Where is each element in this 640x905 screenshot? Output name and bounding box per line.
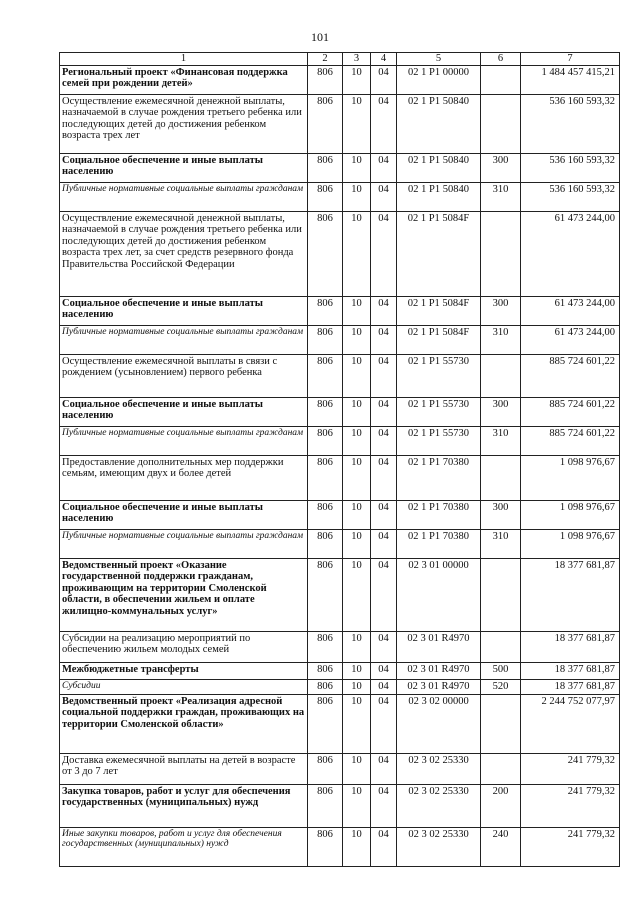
row-name: Публичные нормативные социальные выплаты гражданам	[60, 182, 308, 211]
ministry-code: 806	[308, 182, 343, 211]
ministry-code: 806	[308, 455, 343, 500]
amount: 18 377 681,87	[521, 679, 620, 694]
target-article-code: 02 3 01 00000	[397, 558, 481, 631]
ministry-code: 806	[308, 426, 343, 455]
table-row	[60, 397, 620, 426]
subsection-code: 04	[371, 397, 397, 426]
section-code: 10	[343, 558, 371, 631]
ministry-code: 806	[308, 500, 343, 529]
ministry-code: 806	[308, 662, 343, 679]
section-code: 10	[343, 662, 371, 679]
amount: 61 473 244,00	[521, 325, 620, 354]
subsection-code: 04	[371, 679, 397, 694]
section-code: 10	[343, 325, 371, 354]
target-article-code: 02 3 02 25330	[397, 827, 481, 866]
subsection-code: 04	[371, 354, 397, 397]
subsection-code: 04	[371, 153, 397, 182]
table-row	[60, 631, 620, 662]
row-name: Социальное обеспечение и иные выплаты населению	[60, 296, 308, 325]
ministry-code: 806	[308, 558, 343, 631]
amount: 18 377 681,87	[521, 631, 620, 662]
table-row	[60, 662, 620, 679]
target-article-code: 02 3 01 R4970	[397, 662, 481, 679]
section-code: 10	[343, 827, 371, 866]
row-name: Региональный проект «Финансовая поддержка семей при рождении детей»	[60, 65, 308, 94]
target-article-code: 02 1 Р1 5084F	[397, 325, 481, 354]
section-code: 10	[343, 694, 371, 753]
section-code: 10	[343, 296, 371, 325]
table-row	[60, 211, 620, 296]
table-row	[60, 679, 620, 694]
ministry-code: 806	[308, 827, 343, 866]
target-article-code: 02 1 Р1 00000	[397, 65, 481, 94]
subsection-code: 04	[371, 694, 397, 753]
table-row	[60, 694, 620, 753]
target-article-code: 02 1 Р1 50840	[397, 94, 481, 153]
ministry-code: 806	[308, 354, 343, 397]
amount: 18 377 681,87	[521, 662, 620, 679]
section-code: 10	[343, 397, 371, 426]
subsection-code: 04	[371, 784, 397, 827]
subsection-code: 04	[371, 753, 397, 784]
target-article-code: 02 3 01 R4970	[397, 631, 481, 662]
section-code: 10	[343, 426, 371, 455]
row-name: Субсидии	[60, 679, 308, 694]
subsection-code: 04	[371, 325, 397, 354]
table-row	[60, 296, 620, 325]
expense-type-code: 300	[481, 397, 521, 426]
subsection-code: 04	[371, 94, 397, 153]
column-header: 3	[343, 53, 371, 66]
target-article-code: 02 3 01 R4970	[397, 679, 481, 694]
column-header: 5	[397, 53, 481, 66]
ministry-code: 806	[308, 94, 343, 153]
section-code: 10	[343, 529, 371, 558]
expense-type-code	[481, 558, 521, 631]
target-article-code: 02 3 02 00000	[397, 694, 481, 753]
ministry-code: 806	[308, 631, 343, 662]
expense-type-code: 200	[481, 784, 521, 827]
expense-type-code: 300	[481, 296, 521, 325]
table-row	[60, 94, 620, 153]
subsection-code: 04	[371, 662, 397, 679]
budget-table	[59, 52, 620, 867]
section-code: 10	[343, 631, 371, 662]
row-name: Социальное обеспечение и иные выплаты населению	[60, 153, 308, 182]
expense-type-code	[481, 694, 521, 753]
amount: 1 098 976,67	[521, 455, 620, 500]
section-code: 10	[343, 500, 371, 529]
subsection-code: 04	[371, 558, 397, 631]
column-header: 7	[521, 53, 620, 66]
row-name: Межбюджетные трансферты	[60, 662, 308, 679]
row-name: Осуществление ежемесячной выплаты в связи с рождением (усыновлением) первого ребенка	[60, 354, 308, 397]
expense-type-code	[481, 94, 521, 153]
subsection-code: 04	[371, 182, 397, 211]
expense-type-code	[481, 354, 521, 397]
subsection-code: 04	[371, 455, 397, 500]
ministry-code: 806	[308, 784, 343, 827]
row-name: Ведомственный проект «Оказание государственной поддержки гражданам, проживающим на территории Смоленской области, в обеспечении жильем и оплате жилищно-коммунальных услуг»	[60, 558, 308, 631]
table-row	[60, 182, 620, 211]
amount: 536 160 593,32	[521, 94, 620, 153]
table-row	[60, 354, 620, 397]
target-article-code: 02 1 Р1 50840	[397, 182, 481, 211]
subsection-code: 04	[371, 529, 397, 558]
expense-type-code	[481, 455, 521, 500]
column-header: 4	[371, 53, 397, 66]
ministry-code: 806	[308, 325, 343, 354]
section-code: 10	[343, 455, 371, 500]
section-code: 10	[343, 784, 371, 827]
section-code: 10	[343, 65, 371, 94]
amount: 1 098 976,67	[521, 529, 620, 558]
amount: 61 473 244,00	[521, 296, 620, 325]
section-code: 10	[343, 94, 371, 153]
ministry-code: 806	[308, 65, 343, 94]
table-row	[60, 325, 620, 354]
ministry-code: 806	[308, 694, 343, 753]
subsection-code: 04	[371, 211, 397, 296]
target-article-code: 02 1 Р1 50840	[397, 153, 481, 182]
row-name: Публичные нормативные социальные выплаты гражданам	[60, 426, 308, 455]
target-article-code: 02 1 Р1 5084F	[397, 211, 481, 296]
expense-type-code	[481, 211, 521, 296]
target-article-code: 02 1 Р1 55730	[397, 354, 481, 397]
table-row	[60, 784, 620, 827]
amount: 241 779,32	[521, 753, 620, 784]
expense-type-code: 310	[481, 182, 521, 211]
ministry-code: 806	[308, 679, 343, 694]
table-row	[60, 558, 620, 631]
section-code: 10	[343, 679, 371, 694]
row-name: Ведомственный проект «Реализация адресной социальной поддержки граждан, проживающих на территории Смоленской области»	[60, 694, 308, 753]
row-name: Публичные нормативные социальные выплаты гражданам	[60, 325, 308, 354]
expense-type-code: 300	[481, 500, 521, 529]
page-number: 101	[311, 30, 329, 44]
row-name: Доставка ежемесячной выплаты на детей в возрасте от 3 до 7 лет	[60, 753, 308, 784]
amount: 885 724 601,22	[521, 426, 620, 455]
table-row	[60, 65, 620, 94]
subsection-code: 04	[371, 296, 397, 325]
row-name: Осуществление ежемесячной денежной выплаты, назначаемой в случае рождения третьего ребенка или последующих детей до достижения ребенком возраста трех лет, за счет средств резервного фонда Правительства Российской Федерации	[60, 211, 308, 296]
amount: 2 244 752 077,97	[521, 694, 620, 753]
table-row	[60, 426, 620, 455]
target-article-code: 02 1 Р1 5084F	[397, 296, 481, 325]
row-name: Иные закупки товаров, работ и услуг для обеспечения государственных (муниципальных) нужд	[60, 827, 308, 866]
target-article-code: 02 1 Р1 70380	[397, 455, 481, 500]
table-row	[60, 753, 620, 784]
amount: 536 160 593,32	[521, 182, 620, 211]
ministry-code: 806	[308, 153, 343, 182]
expense-type-code: 240	[481, 827, 521, 866]
amount: 241 779,32	[521, 784, 620, 827]
target-article-code: 02 1 Р1 55730	[397, 426, 481, 455]
target-article-code: 02 3 02 25330	[397, 784, 481, 827]
table-row	[60, 153, 620, 182]
expense-type-code: 300	[481, 153, 521, 182]
row-name: Предоставление дополнительных мер поддержки семьям, имеющим двух и более детей	[60, 455, 308, 500]
amount: 61 473 244,00	[521, 211, 620, 296]
row-name: Публичные нормативные социальные выплаты гражданам	[60, 529, 308, 558]
table-row	[60, 827, 620, 866]
expense-type-code: 310	[481, 426, 521, 455]
table-row	[60, 500, 620, 529]
subsection-code: 04	[371, 500, 397, 529]
row-name: Социальное обеспечение и иные выплаты населению	[60, 500, 308, 529]
subsection-code: 04	[371, 65, 397, 94]
column-number-row	[60, 53, 620, 66]
amount: 1 098 976,67	[521, 500, 620, 529]
amount: 536 160 593,32	[521, 153, 620, 182]
amount: 885 724 601,22	[521, 397, 620, 426]
section-code: 10	[343, 211, 371, 296]
table-row	[60, 455, 620, 500]
row-name: Социальное обеспечение и иные выплаты населению	[60, 397, 308, 426]
target-article-code: 02 1 Р1 70380	[397, 500, 481, 529]
expense-type-code	[481, 753, 521, 784]
row-name: Осуществление ежемесячной денежной выплаты, назначаемой в случае рождения третьего ребенка или последующих детей до достижения ребенком возраста трех лет	[60, 94, 308, 153]
section-code: 10	[343, 182, 371, 211]
amount: 1 484 457 415,21	[521, 65, 620, 94]
amount: 18 377 681,87	[521, 558, 620, 631]
subsection-code: 04	[371, 827, 397, 866]
target-article-code: 02 3 02 25330	[397, 753, 481, 784]
row-name: Закупка товаров, работ и услуг для обеспечения государственных (муниципальных) нужд	[60, 784, 308, 827]
target-article-code: 02 1 Р1 55730	[397, 397, 481, 426]
section-code: 10	[343, 354, 371, 397]
amount: 241 779,32	[521, 827, 620, 866]
section-code: 10	[343, 153, 371, 182]
table-row	[60, 529, 620, 558]
subsection-code: 04	[371, 631, 397, 662]
ministry-code: 806	[308, 529, 343, 558]
section-code: 10	[343, 753, 371, 784]
ministry-code: 806	[308, 753, 343, 784]
expense-type-code	[481, 65, 521, 94]
expense-type-code: 520	[481, 679, 521, 694]
ministry-code: 806	[308, 296, 343, 325]
amount: 885 724 601,22	[521, 354, 620, 397]
column-header: 6	[481, 53, 521, 66]
target-article-code: 02 1 Р1 70380	[397, 529, 481, 558]
column-header: 1	[60, 53, 308, 66]
row-name: Субсидии на реализацию мероприятий по обеспечению жильем молодых семей	[60, 631, 308, 662]
expense-type-code: 310	[481, 325, 521, 354]
ministry-code: 806	[308, 211, 343, 296]
expense-type-code: 310	[481, 529, 521, 558]
expense-type-code: 500	[481, 662, 521, 679]
subsection-code: 04	[371, 426, 397, 455]
column-header: 2	[308, 53, 343, 66]
ministry-code: 806	[308, 397, 343, 426]
expense-type-code	[481, 631, 521, 662]
